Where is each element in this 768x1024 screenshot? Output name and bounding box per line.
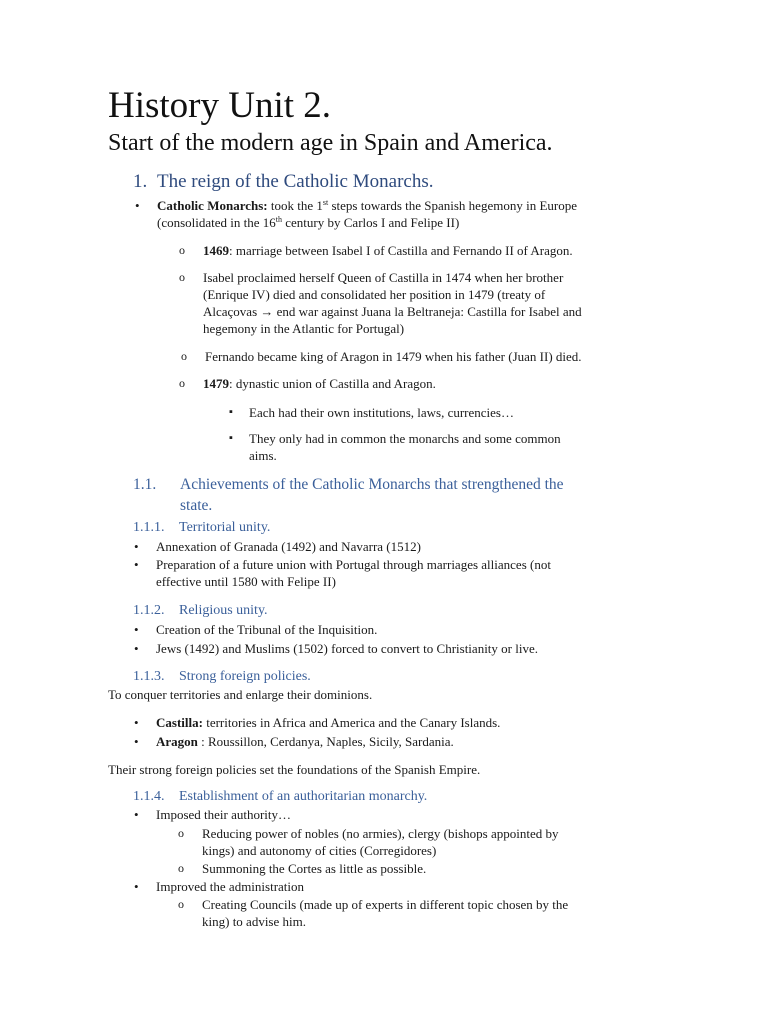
sub-list-item [203,242,573,259]
term: 1479 [203,376,229,391]
section-number: 1.1.1. [133,520,165,535]
paragraph: To conquer territories and enlarge their dominions. [108,687,373,702]
list-item [156,556,551,590]
list-item [157,197,577,231]
text: steps towards the Spanish hegemony in Europe [328,198,577,213]
list-item [156,621,377,638]
superscript: th [275,215,283,224]
term: Castilla: [156,715,203,730]
list-item [156,733,454,750]
section-title: Strong foreign policies. [179,669,311,684]
list-item [156,640,538,657]
text-line: o Reducing power of nobles (no armies), clergy (bishops appointed by [202,826,559,841]
text-line: • Imposed their authority… [156,807,292,822]
text-line: • Jews (1492) and Muslims (1502) forced to convert to Christianity or live. [156,641,538,656]
sub-list-item [203,269,582,337]
sub-list-item [202,860,426,877]
text: : dynastic union of Castilla and Aragon. [229,376,436,391]
sub-list-item [202,825,558,859]
section-title-line: state. [180,497,213,514]
text: : marriage between Isabel I of Castilla and Fernando II of Aragon. [229,243,573,258]
text-line: o Summoning the Cortes as little as possible. [202,861,427,876]
text-line: effective until 1580 with Felipe II) [156,574,336,589]
text-line: (Enrique IV) died and consolidated her position in 1479 (treaty of [203,287,546,302]
term: Catholic Monarchs: [157,198,268,213]
sub-sub-list-item [249,430,561,464]
section-title: The reign of the Catholic Monarchs. [157,171,434,192]
paragraph: Their strong foreign policies set the foundations of the Spanish Empire. [108,762,481,777]
text-line: o Isabel proclaimed herself Queen of Castilla in 1474 when her brother [203,270,564,285]
section-title: Religious unity. [179,603,268,618]
text-line: ▪ They only had in common the monarchs and some common [249,431,561,446]
section-1-1-1-heading [133,518,270,537]
section-title: Establishment of an authoritarian monarchy. [179,789,428,804]
text-line: kings) and autonomy of cities (Corregidores) [202,843,437,858]
text: : Roussillon, Cerdanya, Naples, Sicily, Sardania. [197,734,454,749]
text-line: ▪ Each had their own institutions, laws, currencies… [249,405,514,420]
term: 1469 [203,243,229,258]
section-number: 1. [133,171,148,192]
sub-list-item [203,375,436,392]
list-item [156,538,421,555]
section-title: Territorial unity. [179,520,271,535]
section-1-heading [133,170,433,194]
text-line: • Improved the administration [156,879,305,894]
text: century by Carlos I and Felipe II) [282,215,460,230]
list-item [156,806,291,823]
section-number: 1.1.4. [133,789,165,804]
section-number: 1.1. [133,476,157,493]
text-line: Alcaçovas → end war against Juana la Beltraneja: Castilla for Isabel and [203,304,582,319]
text-line: o Fernando became king of Aragon in 1479 when his father (Juan II) died. [205,349,582,364]
text-line: • Creation of the Tribunal of the Inquisition. [156,622,378,637]
section-1-1-4-heading [133,787,427,806]
text-line: hegemony in the Atlantic for Portugal) [203,321,405,336]
sub-sub-list-item [249,404,514,421]
sub-list-item [205,348,582,365]
superscript: st [322,198,329,207]
text: took the 1 [267,198,323,213]
text-line: king) to advise him. [202,914,306,929]
term: Aragon [156,734,198,749]
section-1-1-3-heading [133,667,311,686]
section-number: 1.1.2. [133,603,165,618]
document-title: History Unit 2. [108,85,332,126]
list-item [156,878,304,895]
sub-list-item [202,896,568,930]
document-subtitle: Start of the modern age in Spain and America. [108,130,553,156]
section-number: 1.1.3. [133,669,165,684]
text: territories in Africa and America and the Canary Islands. [202,715,501,730]
list-item [156,714,500,731]
section-1-1-2-heading [133,601,268,620]
text-line: • Preparation of a future union with Portugal through marriages alliances (not [156,557,551,572]
text-line: o Creating Councils (made up of experts in different topic chosen by the [202,897,569,912]
text-line: aims. [249,448,277,463]
text: (consolidated in the 16 [157,215,276,230]
text-line: • Annexation of Granada (1492) and Navarra (1512) [156,539,421,554]
section-title-line: Achievements of the Catholic Monarchs that strengthened the [180,476,564,493]
